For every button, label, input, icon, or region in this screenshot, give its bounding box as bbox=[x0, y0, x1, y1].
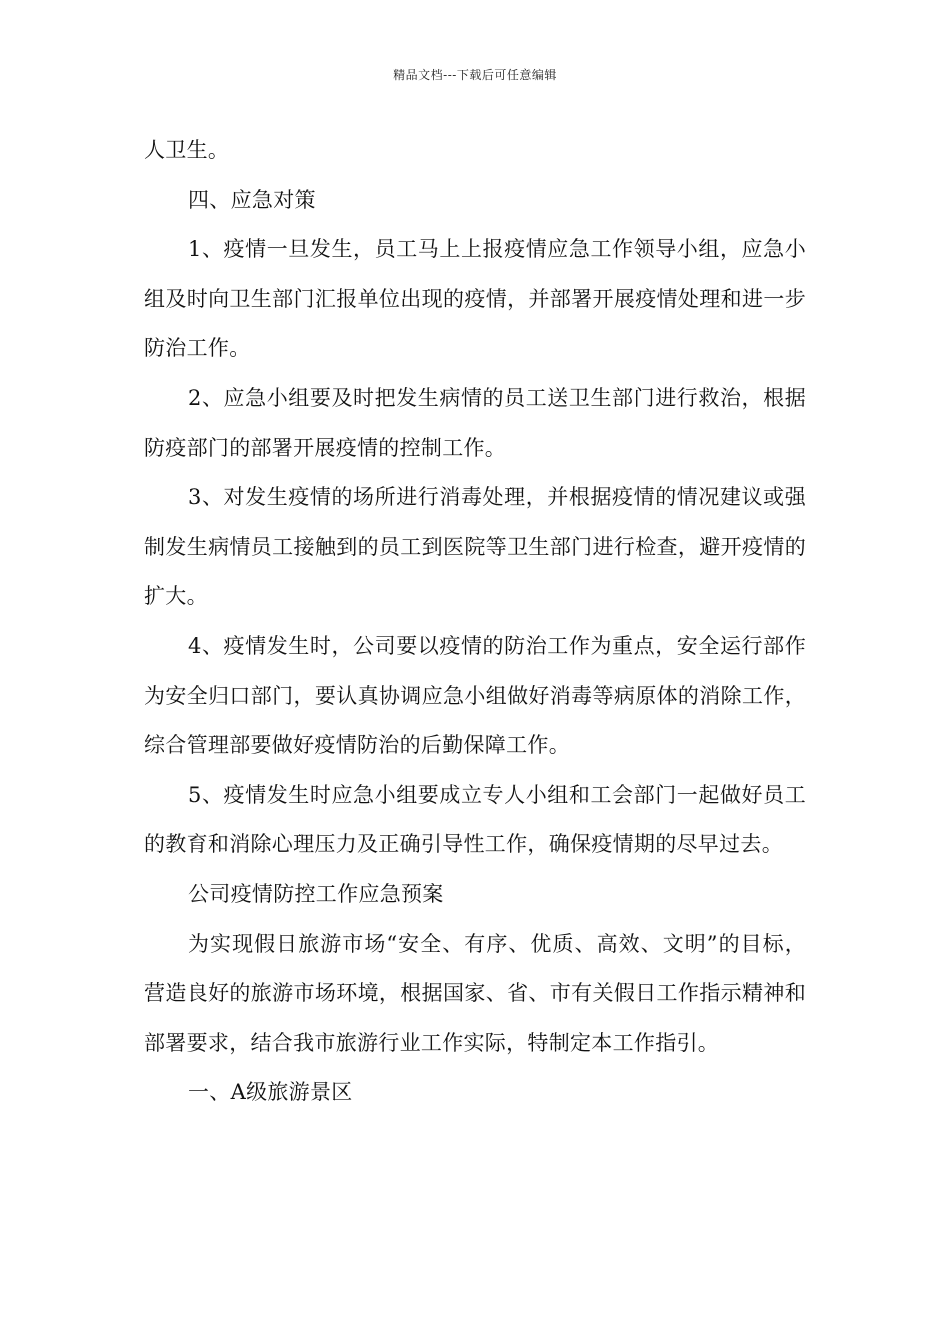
section-heading-a-level-scenic: 一、A级旅游景区 bbox=[188, 1080, 353, 1105]
paragraph-intro: 为实现假日旅游市场“安全、有序、优质、高效、文明”的目标，营造良好的旅游市场环境，根据国家、省、市有关假日工作指示精神和部署要求，结合我市旅游行业工作实际，特制定本工作指引。 bbox=[144, 931, 806, 1055]
paragraph-measure-3: 3、对发生疫情的场所进行消毒处理，并根据疫情的情况建议或强制发生病情员工接触到的员工到医院等卫生部门进行检查，避开疫情的扩大。 bbox=[144, 485, 806, 609]
page-header: 精品文档---下载后可任意编辑 bbox=[393, 68, 557, 82]
paragraph-measure-4: 4、疫情发生时，公司要以疫情的防治工作为重点，安全运行部作为安全归口部门，要认真协调应急小组做好消毒等病原体的消除工作，综合管理部要做好疫情防治的后勤保障工作。 bbox=[144, 633, 806, 758]
paragraph-measure-5: 5、疫情发生时应急小组要成立专人小组和工会部门一起做好员工的教育和消除心理压力及正确引导性工作，确保疫情期的尽早过去。 bbox=[144, 782, 806, 857]
paragraph-measure-2: 2、应急小组要及时把发生病情的员工送卫生部门进行救治，根据防疫部门的部署开展疫情的控制工作。 bbox=[144, 385, 806, 460]
paragraph-measure-1: 1、疫情一旦发生，员工马上上报疫情应急工作领导小组，应急小组及时向卫生部门汇报单位出现的疫情，并部署开展疫情处理和进一步防治工作。 bbox=[144, 237, 806, 361]
document-subtitle: 公司疫情防控工作应急预案 bbox=[188, 881, 444, 906]
paragraph-continuation: 人卫生。 bbox=[144, 138, 230, 162]
section-heading-emergency-measures: 四、应急对策 bbox=[188, 187, 316, 212]
document-body bbox=[144, 126, 806, 1118]
